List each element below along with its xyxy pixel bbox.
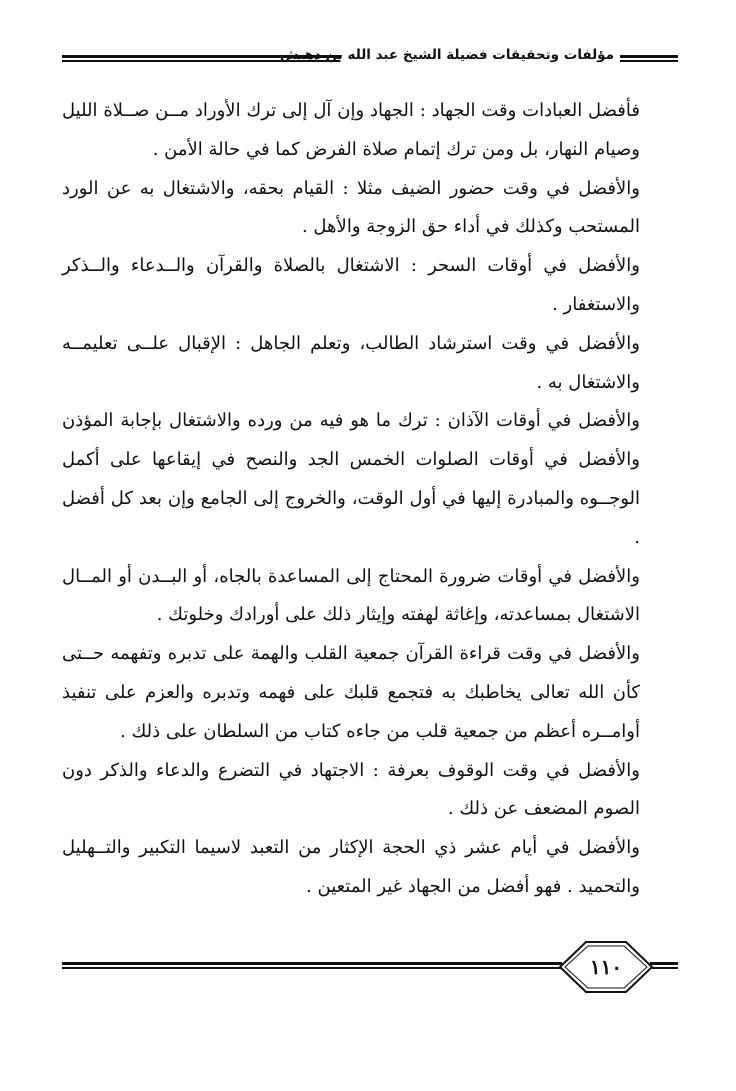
paragraph: والأفضل في أوقات ضرورة المحتاج إلى المساعدة بالجاه، أو البــدن أو المــال الاشتغال بمساعدته، وإغاثة لهفته وإيثار ذلك على أورادك وخلوتك . (62, 565, 640, 626)
page-footer (62, 938, 678, 998)
paragraph: والأفضل في وقت حضور الضيف مثلا : القيام بحقه، والاشتغال به عن الورد المستحب وكذلك في أداء حق الزوجة والأهل . (62, 177, 640, 238)
paragraph: والأفضل في أوقات الآذان : ترك ما هو فيه من ورده والاشتغال بإجابة المؤذن والأفضل في أوقات الصلوات الخمس الجد والنصح في إيقاعها على أكمل الوجــوه والمبادرة إليها في أول الوقت، والخروج إلى الجامع وإن بعد كل أفضل . (62, 410, 640, 548)
page-body (62, 92, 670, 907)
paragraph: والأفضل في وقت استرشاد الطالب، وتعلم الجاهل : الإقبال علــى تعليمــه والاشتغال به . (62, 332, 640, 393)
paragraph: والأفضل في أوقات السحر : الاشتغال بالصلاة والقرآن والــدعاء والــذكر والاستغفار . (62, 255, 640, 315)
page-number: ١١٠ (589, 955, 623, 979)
footer-rule-left (62, 962, 562, 970)
page-header (62, 46, 678, 72)
book-title: مؤلفات وتحقيقات فضيلة الشيخ عبد الله بن دهيش (280, 47, 614, 63)
header-rule-right (620, 55, 678, 63)
paragraph: والأفضل في أيام عشر ذي الحجة الإكثار من التعبد لاسيما التكبير والتــهليل والتحميد . فهو أفضل من الجهاد غير المتعين . (62, 837, 640, 897)
paragraph: فأفضل العبادات وقت الجهاد : الجهاد وإن آل إلى ترك الأوراد مــن صــلاة الليل وصيام النهار، بل ومن ترك إتمام صلاة الفرض كما في حالة الأمن . (62, 100, 640, 160)
paragraph: والأفضل في وقت الوقوف بعرفة : الاجتهاد في التضرع والدعاء والذكر دون الصوم المضعف عن ذلك . (62, 759, 640, 820)
paragraph: والأفضل في وقت قراءة القرآن جمعية القلب والهمة على تدبره وتفهمه حــتى كأن الله تعالى يخاطبك به فتجمع قلبك على فهمه وتدبره والعزم على تنفيذ أوامــره أعظم من جمعية قلب من جاءه كتاب من السلطان على ذلك . (62, 643, 640, 742)
